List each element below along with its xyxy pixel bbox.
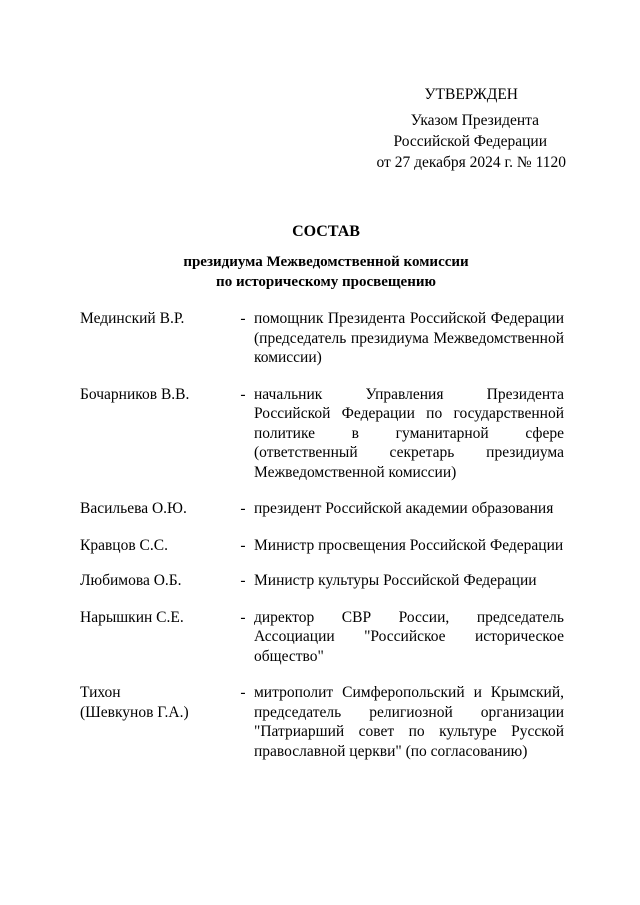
member-dash: - [240, 385, 246, 403]
member-row [80, 683, 564, 761]
member-role: президент Российской академии образования [254, 500, 554, 517]
document-title: СОСТАВ [292, 223, 360, 240]
decree-date-number: от 27 декабря 2024 г. № 1120 [376, 154, 566, 171]
member-name-text: Васильева О.Ю. [80, 500, 187, 517]
member-name-text: Кравцов С.С. [80, 536, 168, 554]
member-role: помощник Президента Российской Федерации (председатель президиума Межведомственной комиссии) [254, 310, 564, 366]
members-list [80, 309, 564, 761]
member-name [80, 536, 232, 556]
member-row [80, 536, 564, 556]
member-row [80, 499, 564, 519]
member-role: Министр просвещения Российской Федерации [254, 536, 564, 554]
member-row [80, 608, 564, 667]
approval-block [377, 84, 566, 173]
approved-label: УТВЕРЖДЕН [424, 86, 518, 103]
member-name [80, 608, 232, 628]
member-dash: - [240, 572, 246, 589]
member-dash: - [240, 684, 246, 701]
member-row [80, 309, 564, 368]
member-name-secular: (Шевкунов Г.А.) [80, 703, 189, 721]
member-row [80, 385, 564, 483]
member-name [80, 571, 232, 591]
member-dash: - [240, 608, 246, 626]
member-dash: - [240, 500, 246, 517]
member-name-text: Мединский В.Р. [80, 310, 185, 327]
member-row [80, 571, 564, 591]
member-name [80, 683, 232, 722]
member-name-text: Тихон [80, 684, 121, 701]
member-name [80, 499, 232, 519]
member-name-text: Бочарников В.В. [80, 385, 190, 403]
decree-line: Указом Президента [410, 112, 539, 129]
member-role: директор СВР России, председатель Ассоциации "Российское историческое общество" [254, 608, 564, 665]
member-role: Министр культуры Российской Федерации [254, 572, 537, 589]
member-name-text: Нарышкин С.Е. [80, 608, 184, 626]
member-role: начальник Управления Президента Российской Федерации по государственной политике в гуманитарной сфере (ответственный секретарь президиума Межведомственной комиссии) [254, 385, 564, 481]
member-name [80, 385, 232, 405]
document-subtitle-line1: президиума Межведомственной комиссии [183, 254, 469, 270]
member-name [80, 309, 232, 329]
member-name-text: Любимова О.Б. [80, 572, 182, 589]
federation-line: Российской Федерации [393, 133, 547, 150]
member-dash: - [240, 536, 246, 554]
member-dash: - [240, 310, 246, 327]
document-heading [0, 222, 640, 292]
member-role: митрополит Симферопольский и Крымский, председатель религиозной организации "Патриарший совет по культуре Русской православной церкви" (по согласованию) [254, 684, 564, 760]
document-subtitle-line2: по историческому просвещению [216, 274, 436, 290]
